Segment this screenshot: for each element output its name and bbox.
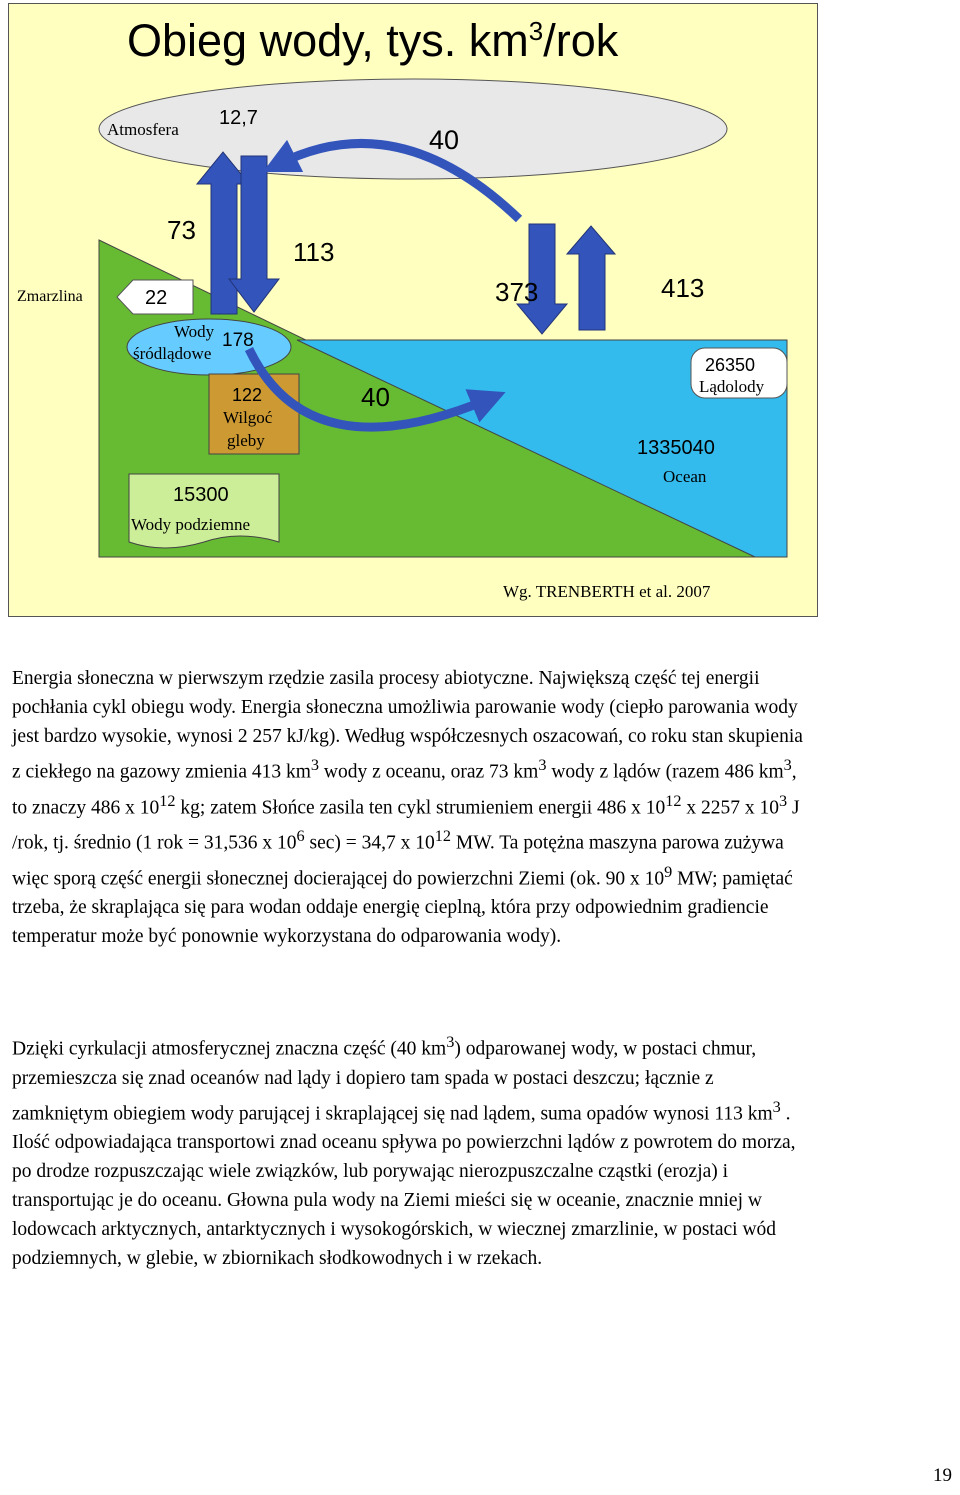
land-precipitation-value: 113 bbox=[293, 237, 335, 267]
paragraph-atmospheric-circulation: Dzięki cyrkulacji atmosferycznej znaczna część (40 $km^3$) odparowanej wody, w postaci chmur, przemieszcza się znad oceanów nad lądy i dopiero tam spada w postaci deszczu; łącznie z zamkniętym obiegiem wody parującej i skraplającej się nad lądem, suma opadów wynosi 113 $km^3$ . Ilość odpowiadająca transportowi znad oceanu spływa po powierzchni lądów z powrotem do morza, po drodze rozpuszczając wiele związków, lub porywając nierozpuszczalne cząstki (erozja) i transportując je do oceanu. Głowna pula wody na Ziemi mieści się w oceanie, znacznie mniej w lodowcach arktycznych, antarktycznych i wysokogórskich, w wiecznej zmarzlinie, w postaci wód podziemnych, w glebie, w zbiornikach słodkowodnych i w rzekach. bbox=[12, 1033, 796, 1269]
permafrost-label: Zmarzlina bbox=[17, 288, 83, 305]
atmosphere-label: Atmosfera bbox=[107, 120, 179, 139]
inland-waters-label-1: Wody bbox=[174, 322, 215, 341]
land-double-arrow bbox=[197, 152, 279, 314]
ocean-evaporation-value: 413 bbox=[661, 273, 705, 303]
groundwater-label: Wody podziemne bbox=[131, 515, 251, 534]
soil-moisture-value: 122 bbox=[232, 385, 263, 405]
soil-moisture-label-2: gleby bbox=[227, 431, 265, 450]
ocean-value: 1335040 bbox=[637, 437, 715, 459]
permafrost-value: 22 bbox=[145, 287, 168, 309]
atmosphere-ellipse bbox=[99, 79, 727, 179]
ocean-precipitation-value: 373 bbox=[495, 277, 539, 307]
ocean-label: Ocean bbox=[663, 467, 707, 486]
atmosphere-value: 12,7 bbox=[219, 107, 258, 129]
ice-label: Lądolody bbox=[699, 377, 765, 396]
source-citation: Wg. TRENBERTH et al. 2007 bbox=[503, 582, 711, 601]
page-number: 19 bbox=[933, 1465, 952, 1486]
diagram-title: Obieg wody, tys. $km^3$/rok bbox=[127, 15, 619, 66]
soil-moisture-label-1: Wilgoć bbox=[223, 408, 273, 427]
groundwater-value: 15300 bbox=[173, 484, 229, 506]
paragraph-solar-energy: Energia słoneczna w pierwszym rzędzie zasila procesy abiotyczne. Największą część tej energii pochłania cykl obiegu wody. Energia słoneczna umożliwia parowanie wody (ciepło parowania wody jest bardzo wysokie, wynosi 2 257 kJ/kg). Według współczesnych oszacowań, co roku stan skupienia z ciekłego na gazowy zmienia 413 $km^3$ wody z oceanu, oraz 73 $km^3$ wody z lądów (razem 486 $km^3$, to znaczy 486 x $10^{12}$ kg; zatem Słońce zasila ten cykl strumieniem energii 486 x $10^{12}$ x 2257 x $10^3$ J /rok, tj. średnio (1 rok = 31,536 x $10^6$ sec) = 34,7 x $10^{12}$ MW. Ta potężna maszyna parowa zużywa więc sporą część energii słonecznej docierającej do powierzchni Ziemi (ok. 90 x $10^9$ MW; pamiętać trzeba, że skraplająca się para wodan oddaje energię cieplną, która przy odpowiednim gradiencie temperatur może być ponownie wykorzystana do odparowania wody). bbox=[12, 668, 803, 947]
inland-waters-value: 178 bbox=[222, 330, 254, 351]
inland-waters-label-2: śródlądowe bbox=[133, 344, 212, 363]
transport-value: 40 bbox=[429, 125, 460, 155]
runoff-value: 40 bbox=[361, 382, 390, 412]
water-cycle-diagram bbox=[8, 3, 818, 617]
ice-value: 26350 bbox=[705, 355, 756, 375]
land-evaporation-value: 73 bbox=[167, 215, 196, 245]
